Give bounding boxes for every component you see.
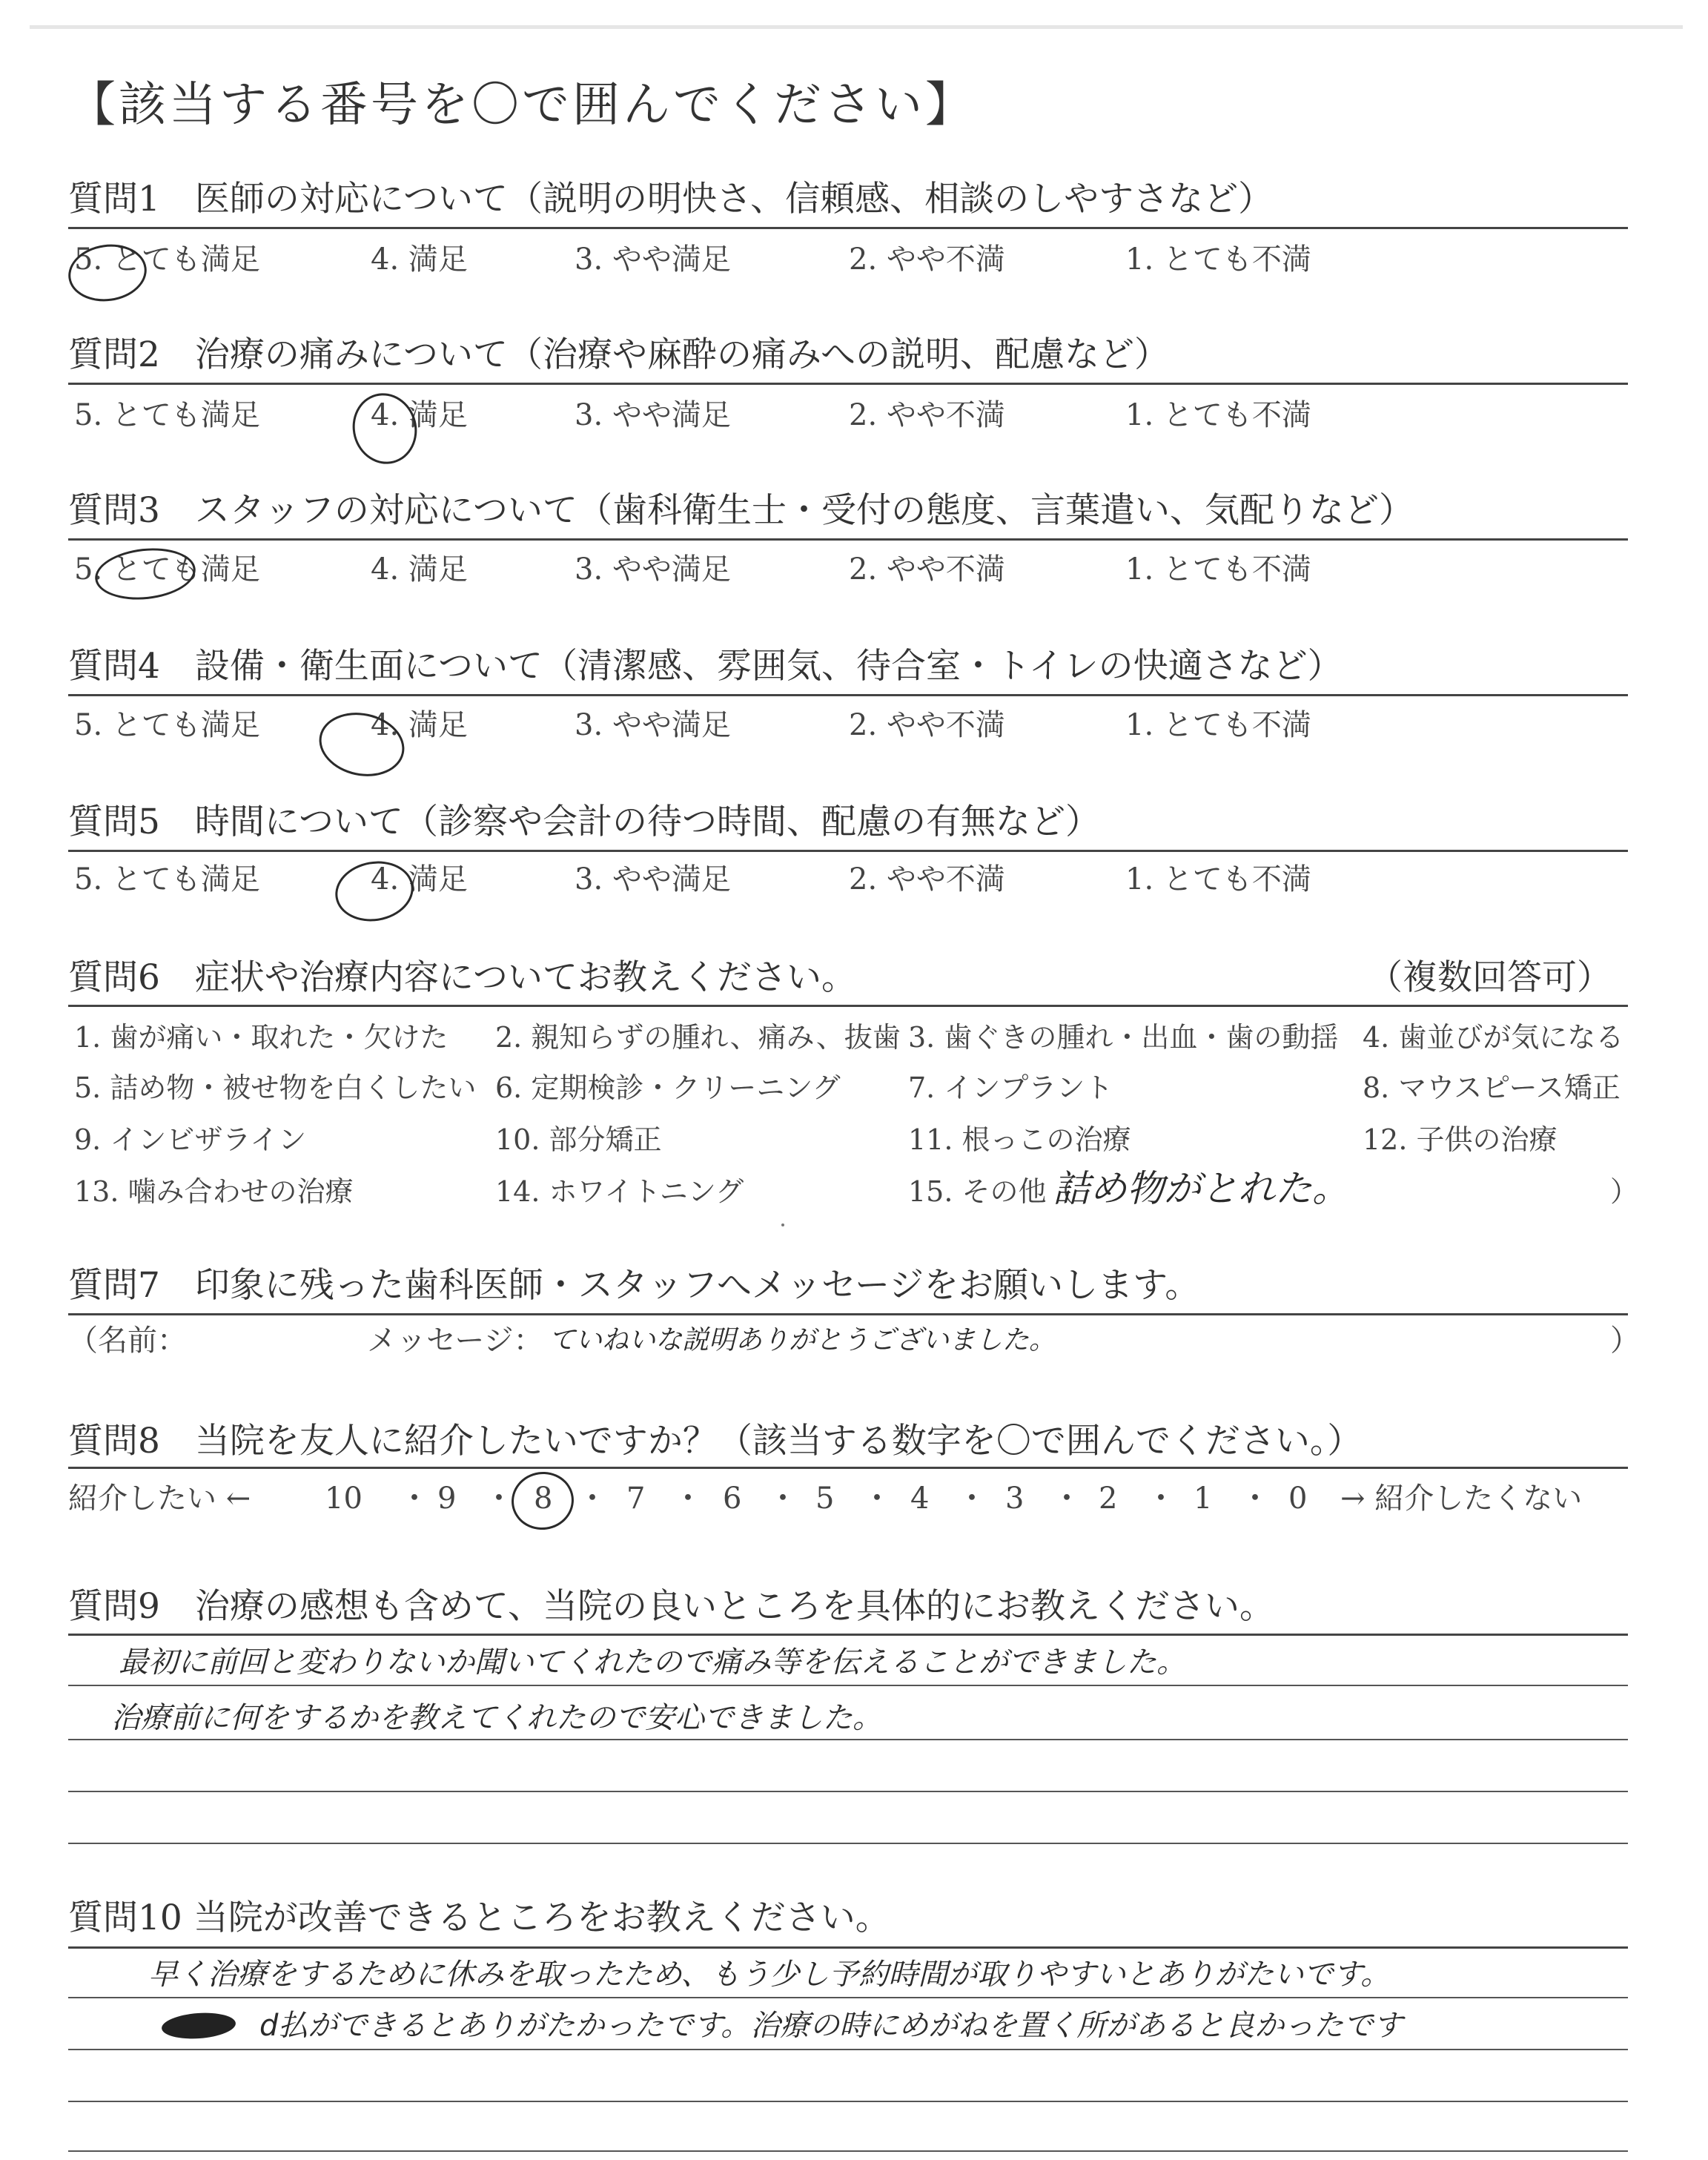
question-4-title: 質問4 設備・衛生面について（清潔感、雰囲気、待合室・トイレの快適さなど）	[68, 646, 1343, 687]
q10-answer-line-2[interactable]: d払ができるとありがたかったです。治療の時にめがねを置く所があると良かったです	[259, 2009, 1403, 2043]
question-8-title: 質問8 当院を友人に紹介したいですか？（該当する数字を〇で囲んでください。）	[68, 1421, 1363, 1462]
question-2-rule	[68, 383, 1628, 385]
question-7-rule	[68, 1313, 1628, 1315]
q1-option-1[interactable]: 1. とても不満	[1125, 242, 1311, 277]
q8-separator: ・	[956, 1480, 988, 1516]
form-header: 【該当する番号を〇で囲んでください】	[68, 78, 976, 133]
question-2-title: 質問2 治療の痛みについて（治療や麻酔の痛みへの説明、配慮など）	[68, 334, 1170, 375]
q6-other-answer[interactable]: 詰め物がとれた。	[1053, 1167, 1349, 1210]
q10-writing-line	[68, 2101, 1628, 2102]
q6-option-3[interactable]: 3. 歯ぐきの腫れ・出血・歯の動揺	[908, 1021, 1339, 1054]
q8-scale-9[interactable]: 9	[437, 1482, 457, 1516]
redaction-scribble	[161, 2011, 236, 2041]
q8-selected-circle	[508, 1468, 577, 1534]
question-6-rule	[68, 1005, 1628, 1007]
q2-option-5[interactable]: 5. とても満足	[74, 398, 260, 432]
q2-option-1[interactable]: 1. とても不満	[1125, 398, 1311, 432]
q5-option-2[interactable]: 2. やや不満	[849, 862, 1005, 896]
q6-option-14[interactable]: 14. ホワイトニング	[495, 1175, 744, 1208]
q6-option-1[interactable]: 1. 歯が痛い・取れた・欠けた	[74, 1021, 448, 1054]
q7-message-text[interactable]: ていねいな説明ありがとうございました。	[549, 1325, 1056, 1355]
q4-option-4[interactable]: 4. 満足	[371, 708, 468, 742]
q4-option-1[interactable]: 1. とても不満	[1125, 708, 1311, 742]
q8-scale-2[interactable]: 2	[1099, 1482, 1118, 1516]
question-10-rule	[68, 1946, 1628, 1949]
q6-other-close: ）	[1610, 1175, 1639, 1208]
q8-left-label: 紹介したい ←	[68, 1482, 251, 1516]
q4-option-2[interactable]: 2. やや不満	[849, 708, 1005, 742]
q9-writing-line	[68, 1843, 1628, 1844]
q3-option-1[interactable]: 1. とても不満	[1125, 552, 1311, 587]
q3-option-4[interactable]: 4. 満足	[371, 552, 468, 587]
q6-option-15-other[interactable]: 15. その他（	[908, 1175, 1075, 1208]
question-5-title: 質問5 時間について（診察や会計の待つ時間、配慮の有無など）	[68, 802, 1100, 842]
question-8-rule	[68, 1467, 1628, 1469]
question-6-title: 質問6 症状や治療内容についてお教えください。	[68, 957, 856, 998]
q10-answer-line-1[interactable]: 早く治療をするために休みを取ったため、もう少し予約時間が取りやすいとありがたいです。	[148, 1958, 1391, 1992]
q8-separator: ・	[767, 1480, 799, 1516]
q9-answer-line-2[interactable]: 治療前に何をするかを教えてくれたので安心できました。	[111, 1701, 882, 1735]
q8-scale-1[interactable]: 1	[1194, 1482, 1213, 1516]
q8-separator: ・	[577, 1480, 609, 1516]
question-10-title: 質問10 当院が改善できるところをお教えください。	[68, 1898, 890, 1938]
q1-option-2[interactable]: 2. やや不満	[849, 242, 1005, 277]
q8-separator: ・	[1145, 1480, 1177, 1516]
question-6-note: （複数回答可）	[1368, 957, 1612, 998]
q8-scale-0[interactable]: 0	[1288, 1482, 1308, 1516]
q3-option-3[interactable]: 3. やや満足	[575, 552, 731, 587]
q8-separator: ・	[861, 1480, 893, 1516]
q7-close: ）	[1610, 1324, 1640, 1358]
q6-option-2[interactable]: 2. 親知らずの腫れ、痛み、抜歯	[495, 1021, 901, 1054]
q10-writing-line	[68, 2049, 1628, 2050]
q7-message-label: メッセージ：	[367, 1324, 543, 1358]
question-4-rule	[68, 694, 1628, 696]
q8-right-label: → 紹介したくない	[1340, 1482, 1583, 1516]
q1-option-3[interactable]: 3. やや満足	[575, 242, 731, 277]
q8-separator: ・	[672, 1480, 704, 1516]
q6-option-9[interactable]: 9. インビザライン	[74, 1123, 307, 1156]
q10-writing-line	[68, 1997, 1628, 1998]
q5-option-4[interactable]: 4. 満足	[371, 862, 468, 896]
question-5-rule	[68, 850, 1628, 852]
q5-option-1[interactable]: 1. とても不満	[1125, 862, 1311, 896]
q2-option-3[interactable]: 3. やや満足	[575, 398, 731, 432]
q8-scale-3[interactable]: 3	[1005, 1482, 1025, 1516]
q6-option-4[interactable]: 4. 歯並びが気になる	[1363, 1021, 1624, 1054]
q1-option-5[interactable]: 5. とても満足	[74, 242, 260, 277]
scan-top-edge	[30, 25, 1683, 29]
scan-speck	[781, 1223, 784, 1226]
q6-option-5[interactable]: 5. 詰め物・被せ物を白くしたい	[74, 1071, 477, 1104]
q4-option-3[interactable]: 3. やや満足	[575, 708, 731, 742]
q8-scale-4[interactable]: 4	[910, 1482, 930, 1516]
q8-scale-7[interactable]: 7	[626, 1482, 646, 1516]
q9-answer-line-1[interactable]: 最初に前回と変わりないか聞いてくれたので痛み等を伝えることができました。	[119, 1645, 1186, 1680]
question-1-title: 質問1 医師の対応について（説明の明快さ、信頼感、相談のしやすさなど）	[68, 179, 1274, 219]
q8-scale-5[interactable]: 5	[815, 1482, 835, 1516]
q9-writing-line	[68, 1791, 1628, 1792]
q6-option-12[interactable]: 12. 子供の治療	[1363, 1123, 1558, 1156]
q6-option-13[interactable]: 13. 噛み合わせの治療	[74, 1175, 354, 1208]
q8-separator: ・	[1051, 1480, 1083, 1516]
q6-option-11[interactable]: 11. 根っこの治療	[908, 1123, 1131, 1156]
q2-option-4[interactable]: 4. 満足	[371, 398, 468, 432]
q2-option-2[interactable]: 2. やや不満	[849, 398, 1005, 432]
question-3-title: 質問3 スタッフの対応について（歯科衛生士・受付の態度、言葉遣い、気配りなど）	[68, 490, 1414, 531]
question-1-rule	[68, 227, 1628, 229]
question-9-rule	[68, 1634, 1628, 1636]
q7-name-label: （名前：	[68, 1324, 187, 1358]
q9-writing-line	[68, 1739, 1628, 1740]
q8-separator: ・	[399, 1480, 431, 1516]
q6-option-7[interactable]: 7. インプラント	[908, 1071, 1113, 1104]
q9-writing-line	[68, 1685, 1628, 1686]
q8-separator: ・	[1239, 1480, 1271, 1516]
q4-option-5[interactable]: 5. とても満足	[74, 708, 260, 742]
q6-option-8[interactable]: 8. マウスピース矯正	[1363, 1071, 1621, 1104]
q6-option-6[interactable]: 6. 定期検診・クリーニング	[495, 1071, 841, 1104]
q1-option-4[interactable]: 4. 満足	[371, 242, 468, 277]
q6-option-10[interactable]: 10. 部分矯正	[495, 1123, 662, 1156]
q8-separator: ・	[483, 1480, 515, 1516]
q5-option-3[interactable]: 3. やや満足	[575, 862, 731, 896]
question-3-rule	[68, 538, 1628, 541]
q8-scale-8[interactable]: 8	[534, 1482, 553, 1516]
question-9-title: 質問9 治療の感想も含めて、当院の良いところを具体的にお教えください。	[68, 1586, 1274, 1627]
question-7-title: 質問7 印象に残った歯科医師・スタッフへメッセージをお願いします。	[68, 1265, 1200, 1306]
q8-scale-6[interactable]: 6	[723, 1482, 742, 1516]
q8-scale-10[interactable]: 10	[325, 1482, 363, 1516]
q10-writing-line	[68, 2150, 1628, 2152]
q3-option-2[interactable]: 2. やや不満	[849, 552, 1005, 587]
q3-option-5[interactable]: 5. とても満足	[74, 552, 260, 587]
q5-option-5[interactable]: 5. とても満足	[74, 862, 260, 896]
